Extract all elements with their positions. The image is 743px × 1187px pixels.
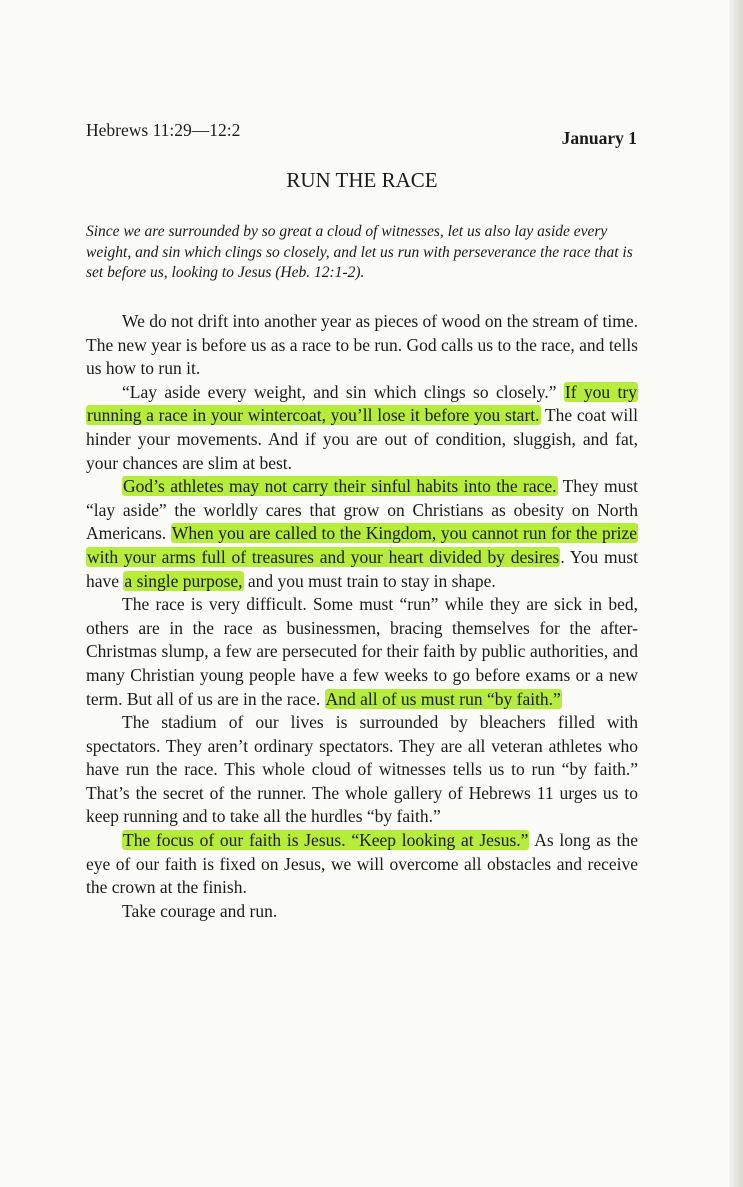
paragraph-text: They must “lay aside” the worldly cares that grow on Christians as obesity on North Americans. — [86, 476, 638, 544]
paragraph-1 — [86, 310, 638, 381]
paragraph-text: The race is very difficult. Some must “run” while they are sick in bed, others are in the race as businessmen, bracing themselves for the after-Christmas slump, a few are persecuted for their faith by public authorities, and many Christian young people have a few weeks to go before exams or a new term. But all of us are in the race. — [86, 594, 638, 709]
highlighted-text: God’s athletes may not carry their sinful habits into the race. — [123, 476, 557, 497]
paragraph-5 — [86, 711, 638, 829]
paragraph-text: and you must train to stay in shape. — [243, 570, 496, 591]
paragraph-text: The coat will hinder your movements. And if you are out of condition, sluggish, and fat, your chances are slim at best. — [86, 405, 639, 473]
paragraph-text: As long as the eye of our faith is fixed on Jesus, we will overcome all obstacles and receive the crown at the finish. — [86, 830, 638, 898]
highlighted-text: When you are called to the Kingdom, you cannot run for the prize with your arms full of treasures and your heart divided by desires — [87, 523, 637, 567]
page-title: RUN THE RACE — [286, 168, 438, 192]
highlighted-text: a single purpose, — [124, 570, 243, 591]
paragraph-text: . You must have — [86, 546, 638, 591]
highlighted-text: If you try running a race in your wintercoat, you’ll lose it before you start. — [87, 381, 637, 426]
paragraph-text: Take courage and run. — [122, 900, 278, 921]
paragraph-7 — [86, 900, 638, 924]
scripture-reference: Hebrews 11:29—12:2 — [86, 120, 241, 140]
paragraph-text: “Lay aside every weight, and sin which clings so closely.” — [122, 381, 564, 402]
page-edge-shadow — [729, 0, 743, 1187]
devotional-body — [86, 310, 638, 923]
epigraph-quote: Since we are surrounded by so great a cloud of witnesses, let us also lay aside every weight, and sin which clings so closely, and let us run with perseverance the race that is set before us, looking to Jesus (Heb. 12:1-2). — [86, 223, 633, 281]
highlighted-text: The focus of our faith is Jesus. “Keep looking at Jesus.” — [123, 830, 529, 851]
paragraph-text: The stadium of our lives is surrounded by bleachers filled with spectators. They aren’t ordinary spectators. They are all veteran athletes who have run the race. This whole cloud of witnesses tells us to run “by faith.” That’s the secret of the runner. The whole gallery of Hebrews 11 urges us to keep running and to take all the hurdles “by faith.” — [86, 712, 638, 827]
paragraph-3 — [86, 475, 638, 593]
paragraph-4 — [86, 593, 638, 711]
paragraph-text: We do not drift into another year as pieces of wood on the stream of time. The new year is before us as a race to be run. God calls us to the race, and tells us how to run it. — [86, 311, 638, 379]
paragraph-2 — [86, 381, 638, 475]
page-date: January 1 — [561, 128, 637, 148]
paragraph-6 — [86, 829, 638, 900]
highlighted-text: And all of us must run “by faith.” — [325, 688, 561, 709]
